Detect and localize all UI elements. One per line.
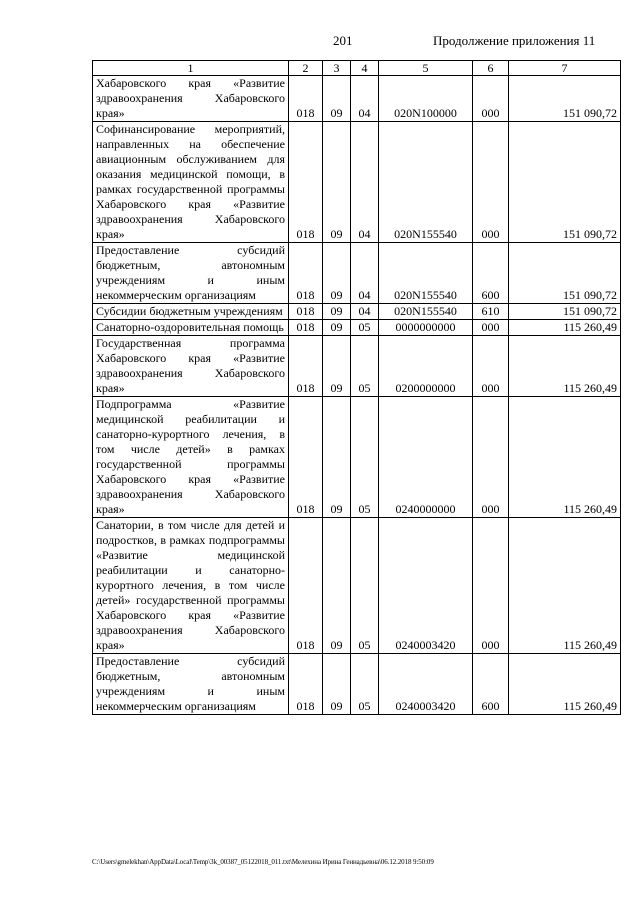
- column-header: 2: [289, 61, 323, 76]
- row-name: Подпрограмма «Развитие медицинской реабилитации и санаторно-курортного лечения, в том числе детей» в рамках государственной программы Хабаровского края «Развитие здравоохранения Хабаровского края»: [93, 397, 289, 518]
- row-name: Хабаровского края «Развитие здравоохранения Хабаровского края»: [93, 76, 289, 122]
- expense-type-code: 000: [473, 397, 509, 518]
- row-name: Санатории, в том числе для детей и подростков, в рамках подпрограммы «Развитие медицинской реабилитации и санаторно-курортного лечения, в том числе детей» государственной программы Хабаровского края «Развитие здравоохранения Хабаровского края»: [93, 518, 289, 654]
- subsection-code: 05: [351, 654, 379, 715]
- subsection-code: 05: [351, 397, 379, 518]
- table-row: [93, 76, 621, 122]
- column-header: 6: [473, 61, 509, 76]
- section-code: 09: [323, 320, 351, 336]
- target-code: 020N155540: [379, 122, 473, 243]
- expense-type-code: 000: [473, 336, 509, 397]
- expense-type-code: 000: [473, 320, 509, 336]
- amount: 151 090,72: [509, 243, 621, 304]
- subsection-code: 05: [351, 518, 379, 654]
- expense-type-code: 600: [473, 243, 509, 304]
- amount: 115 260,49: [509, 397, 621, 518]
- amount: 151 090,72: [509, 76, 621, 122]
- subsection-code: 04: [351, 304, 379, 320]
- page-number: 201: [333, 33, 353, 48]
- table-row: [93, 243, 621, 304]
- target-code: 0000000000: [379, 320, 473, 336]
- target-code: 020N155540: [379, 243, 473, 304]
- section-code: 09: [323, 122, 351, 243]
- ministry-code: 018: [289, 397, 323, 518]
- target-code: 020N155540: [379, 304, 473, 320]
- table-row: [93, 320, 621, 336]
- row-name: Субсидии бюджетным учреждениям: [93, 304, 289, 320]
- row-name: Софинансирование мероприятий, направленных на обеспечение авиационным обслуживанием для оказания медицинской помощи, в рамках государственной программы Хабаровского края «Развитие здравоохранения Хабаровского края»: [93, 122, 289, 243]
- table-row: [93, 122, 621, 243]
- row-name: Санаторно-оздоровительная помощь: [93, 320, 289, 336]
- target-code: 0240000000: [379, 397, 473, 518]
- subsection-code: 05: [351, 320, 379, 336]
- column-header: 7: [509, 61, 621, 76]
- amount: 115 260,49: [509, 320, 621, 336]
- budget-table: [92, 60, 621, 715]
- section-code: 09: [323, 654, 351, 715]
- target-code: 0240003420: [379, 654, 473, 715]
- table-row: [93, 518, 621, 654]
- continuation-title: Продолжение приложения 11: [433, 33, 596, 48]
- subsection-code: 04: [351, 122, 379, 243]
- ministry-code: 018: [289, 122, 323, 243]
- amount: 151 090,72: [509, 122, 621, 243]
- section-code: 09: [323, 243, 351, 304]
- target-code: 0200000000: [379, 336, 473, 397]
- table-row: [93, 397, 621, 518]
- column-header: 5: [379, 61, 473, 76]
- expense-type-code: 600: [473, 654, 509, 715]
- target-code: 020N100000: [379, 76, 473, 122]
- amount: 151 090,72: [509, 304, 621, 320]
- column-header: 3: [323, 61, 351, 76]
- subsection-code: 04: [351, 243, 379, 304]
- ministry-code: 018: [289, 654, 323, 715]
- row-name: Предоставление субсидий бюджетным, автономным учреждениям и иным некоммерческим организациям: [93, 243, 289, 304]
- target-code: 0240003420: [379, 518, 473, 654]
- ministry-code: 018: [289, 243, 323, 304]
- amount: 115 260,49: [509, 654, 621, 715]
- amount: 115 260,49: [509, 518, 621, 654]
- section-code: 09: [323, 518, 351, 654]
- column-numbers-row: [93, 61, 621, 76]
- row-name: Предоставление субсидий бюджетным, автономным учреждениям и иным некоммерческим организациям: [93, 654, 289, 715]
- ministry-code: 018: [289, 76, 323, 122]
- ministry-code: 018: [289, 518, 323, 654]
- expense-type-code: 000: [473, 122, 509, 243]
- ministry-code: 018: [289, 336, 323, 397]
- column-header: 4: [351, 61, 379, 76]
- footer-file-path: C:\Users\gmelekhan\AppData\Local\Temp\3k_00387_05122018_011.txt\Мелехина Ирина Геннадьевна\06.12.2018 9:50:09: [92, 858, 434, 866]
- section-code: 09: [323, 76, 351, 122]
- expense-type-code: 000: [473, 518, 509, 654]
- expense-type-code: 610: [473, 304, 509, 320]
- column-header: 1: [93, 61, 289, 76]
- amount: 115 260,49: [509, 336, 621, 397]
- ministry-code: 018: [289, 320, 323, 336]
- ministry-code: 018: [289, 304, 323, 320]
- row-name: Государственная программа Хабаровского края «Развитие здравоохранения Хабаровского края»: [93, 336, 289, 397]
- expense-type-code: 000: [473, 76, 509, 122]
- section-code: 09: [323, 397, 351, 518]
- table-row: [93, 336, 621, 397]
- section-code: 09: [323, 304, 351, 320]
- subsection-code: 05: [351, 336, 379, 397]
- table-row: [93, 654, 621, 715]
- table-row: [93, 304, 621, 320]
- subsection-code: 04: [351, 76, 379, 122]
- section-code: 09: [323, 336, 351, 397]
